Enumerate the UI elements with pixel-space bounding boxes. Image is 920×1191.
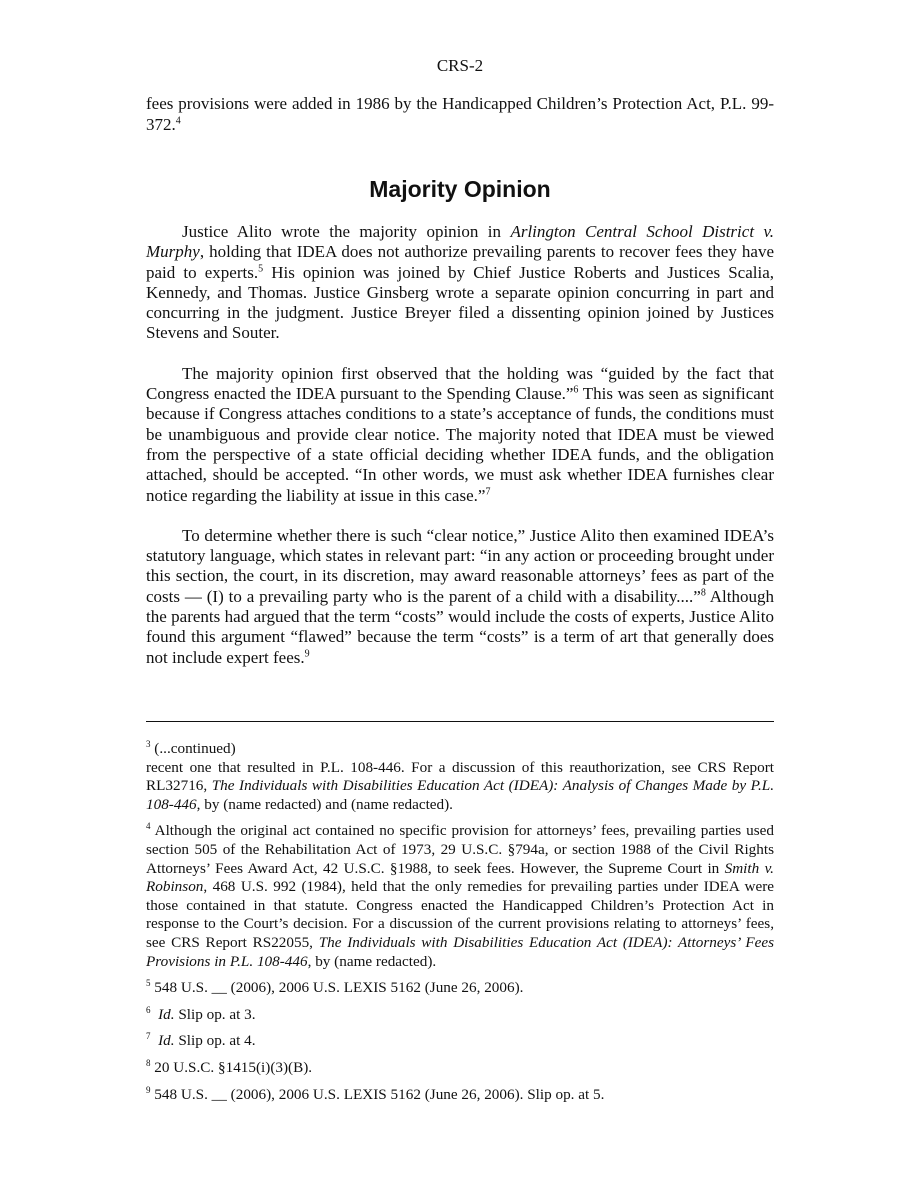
footnote-5 xyxy=(146,979,774,998)
paragraph-3-text-a: To determine whether there is such “clear notice,” Justice Alito then examined IDEA’s statutory language, which states in relevant part: “in any action or proceeding brought under this section, the court, in its discretion, may award reasonable attorneys’ fees as part of the costs — (I) to a prevailing party who is the parent of a child with a disability....” xyxy=(146,525,774,606)
paragraph-3-text-b: Although the parents had argued that the term “costs” would include the costs of experts, Justice Alito found this argument “flawed” because the term “costs” is a term of art that generally does not include expert fees. xyxy=(146,586,774,667)
footnote-number: 5 xyxy=(146,978,151,989)
continued-paragraph-text: fees provisions were added in 1986 by the Handicapped Children’s Protection Act, P.L. 99-372. xyxy=(146,94,774,134)
footnote-text: recent one that resulted in P.L. 108-446. For a discussion of this reauthorization, see CRS Report RL32716, xyxy=(146,758,774,795)
footnote-9 xyxy=(146,1086,774,1105)
body-text xyxy=(146,222,774,688)
case-name: Smith v. Robinson xyxy=(146,859,774,896)
paragraph-1-text-a: Justice Alito wrote the majority opinion in xyxy=(182,222,511,241)
footnote-4 xyxy=(146,822,774,971)
section-heading: Majority Opinion xyxy=(369,176,551,202)
paragraph-2-text-b: This was seen as significant because if Congress attaches conditions to a state’s acceptance of funds, the conditions must be unambiguous and provide clear notice. The majority noted that IDEA must be viewed from the perspective of a state official deciding whether IDEA funds, and the obligation attached, should be accepted. “In other words, we must ask whether IDEA furnishes clear notice regarding the liability at issue in this case.” xyxy=(146,384,775,505)
footnote-text: Although the original act contained no specific provision for attorneys’ fees, prevailing parties used section 505 of the Rehabilitation Act of 1973, 29 U.S.C. §794a, or section 1988 of the Civil Rights Attorneys’ Fees Award Act, 42 U.S.C. §1988, to seek fees. However, the Supreme Court in xyxy=(146,822,774,877)
paragraph-2 xyxy=(146,364,774,506)
paragraph-1-text-b: , holding that IDEA does not authorize prevailing parents to recover fees they have paid to experts. xyxy=(146,242,774,282)
footnote-number: 9 xyxy=(146,1084,151,1095)
footnote-8 xyxy=(146,1059,774,1078)
footnote-text: 548 U.S. __ (2006), 2006 U.S. LEXIS 5162 (June 26, 2006). xyxy=(150,979,524,997)
footnote-number: 4 xyxy=(146,821,151,832)
paragraph-1 xyxy=(146,222,774,344)
footnote-number: 3 xyxy=(146,738,151,749)
paragraph-3 xyxy=(146,526,774,668)
footnote-text: 548 U.S. __ (2006), 2006 U.S. LEXIS 5162 (June 26, 2006). Slip op. at 5. xyxy=(150,1085,605,1103)
footnote-number: 8 xyxy=(146,1057,151,1068)
footnotes xyxy=(146,740,774,1112)
footnote-text: , by (name redacted) and (name redacted). xyxy=(196,795,453,813)
case-name: Arlington Central School District v. Murphy xyxy=(146,222,774,262)
footnote-text: 20 U.S.C. §1415(i)(3)(B). xyxy=(150,1058,313,1076)
paragraph-1-text-c: His opinion was joined by Chief Justice Roberts and Justices Scalia, Kennedy, and Thomas. Justice Ginsberg wrote a separate opinion concurring in part and concurring in the judgment. Justice Breyer filed a dissenting opinion joined by Justices Stevens and Souter. xyxy=(146,262,774,343)
footnote-number: 7 xyxy=(146,1031,151,1042)
footnote-ref-4[interactable]: 4 xyxy=(175,114,181,126)
footnote-text: , 468 U.S. 992 (1984), held that the only remedies for prevailing parties under IDEA were those contained in that statute. Congress enacted the Handicapped Children’s Protection Act in response to the Court’s decision. For a discussion of the current provisions relating to attorneys’ fees, see CRS Report RS22055, xyxy=(146,878,774,951)
page-number-header: CRS-2 xyxy=(436,56,484,75)
footnote-number: 6 xyxy=(146,1004,151,1015)
report-title: The Individuals with Disabilities Education Act (IDEA): Attorneys’ Fees Provisions in P.L. 108-446 xyxy=(146,933,775,970)
footnote-ref-9[interactable]: 9 xyxy=(304,647,310,659)
footnote-3 xyxy=(146,740,774,814)
footnote-7 xyxy=(146,1032,774,1051)
report-title: The Individuals with Disabilities Education Act (IDEA): Analysis of Changes Made by P.L. 108-446 xyxy=(146,777,774,813)
footnote-continued-label: (...continued) xyxy=(150,740,236,757)
footnote-6 xyxy=(146,1006,774,1025)
footnote-ref-5[interactable]: 5 xyxy=(258,262,264,274)
footnote-ref-7[interactable]: 7 xyxy=(485,485,491,497)
continued-paragraph xyxy=(146,94,774,135)
id-citation: Id. xyxy=(158,1032,175,1050)
footnote-text: , by (name redacted). xyxy=(307,952,437,970)
footnote-text: Slip op. at 4. xyxy=(174,1032,256,1050)
id-citation: Id. xyxy=(158,1005,175,1023)
paragraph-2-text-a: The majority opinion first observed that the holding was “guided by the fact that Congress enacted the IDEA pursuant to the Spending Clause.” xyxy=(146,363,774,404)
footnote-ref-6[interactable]: 6 xyxy=(573,384,579,396)
footnote-ref-8[interactable]: 8 xyxy=(700,587,706,599)
footnote-separator xyxy=(146,721,774,722)
footnote-text: Slip op. at 3. xyxy=(174,1005,256,1023)
